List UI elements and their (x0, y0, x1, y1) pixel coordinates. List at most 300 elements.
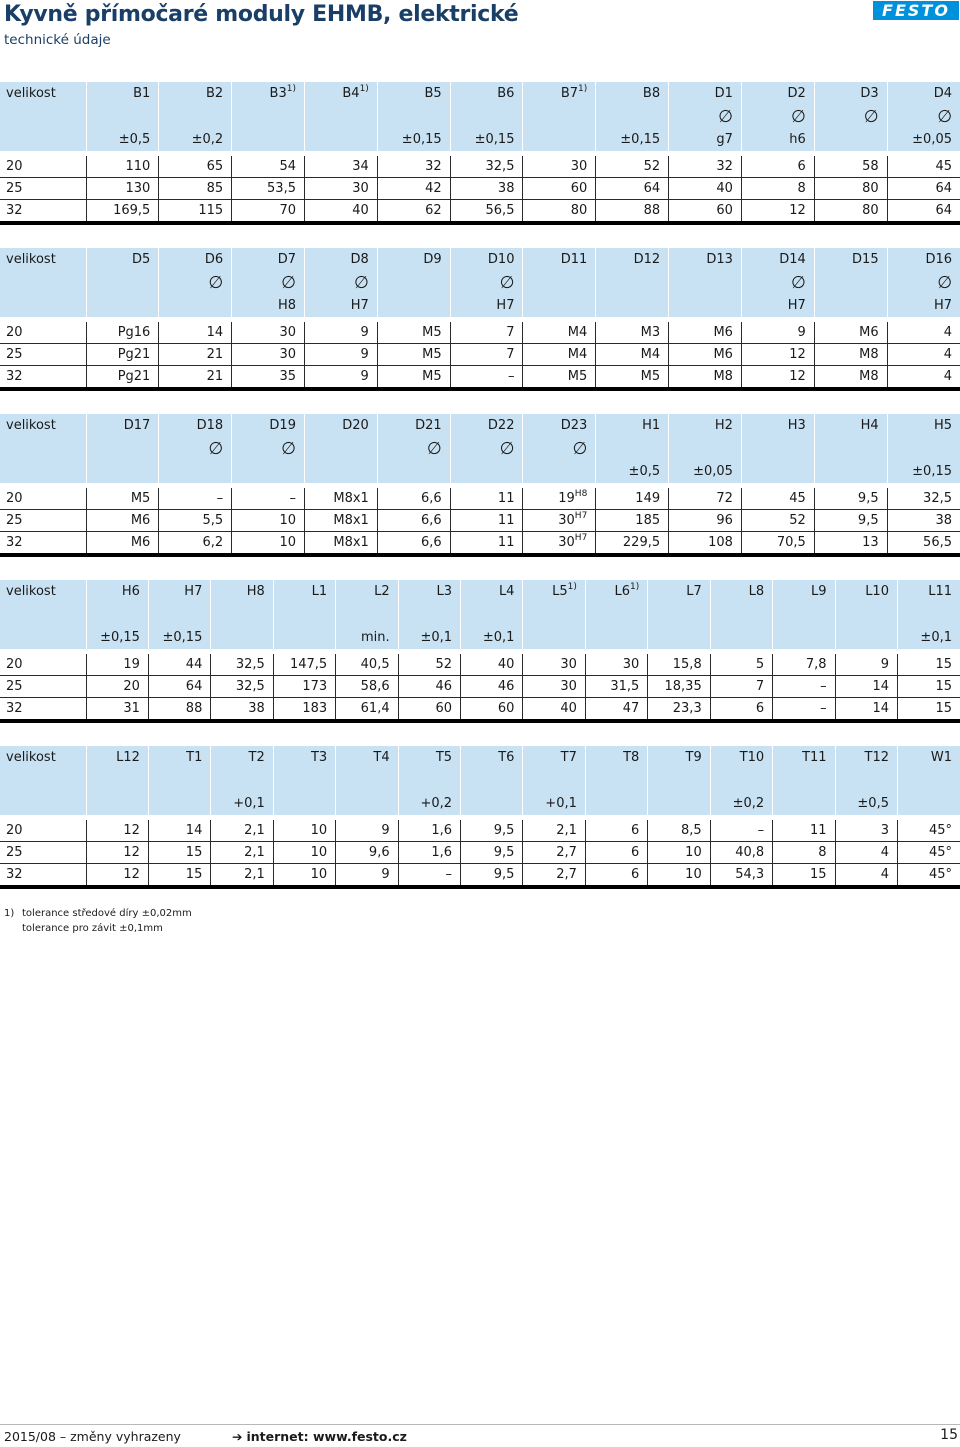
value-cell (596, 344, 669, 366)
diameter-cell (0, 437, 86, 460)
cell-value: 52 (643, 159, 661, 174)
column-header (336, 746, 398, 769)
diameter-cell (232, 105, 305, 128)
cell-value: Pg16 (117, 325, 151, 340)
value-cell (648, 842, 710, 864)
value-cell (887, 366, 960, 390)
tolerance-cell (835, 626, 897, 649)
value-cell (710, 676, 772, 698)
column-header (897, 746, 960, 769)
cell-value: M8 (859, 347, 879, 362)
cell-value: 80 (570, 203, 588, 218)
cell-value: 9,6 (368, 845, 390, 860)
column-header-label: D8 (350, 252, 369, 267)
cell-value: 10 (279, 513, 296, 528)
cell-value: 13 (862, 535, 879, 550)
cell-value: 2,1 (244, 845, 265, 860)
column-header (835, 746, 897, 769)
cell-value: 12 (789, 203, 806, 218)
value-cell (377, 532, 450, 556)
size-cell (0, 676, 86, 698)
table-diameter-row (0, 271, 960, 294)
cell-value: 229,5 (622, 535, 661, 550)
diameter-cell (596, 105, 669, 128)
value-cell (232, 510, 305, 532)
size-cell (0, 322, 86, 344)
cell-value: M5 (567, 369, 588, 384)
diameter-cell (741, 437, 814, 460)
diameter-cell (0, 271, 86, 294)
cell-value: 21 (206, 347, 224, 362)
cell-value: 19 (558, 491, 575, 506)
diameter-cell (159, 271, 232, 294)
value-cell (669, 200, 742, 224)
table-header-row (0, 746, 960, 769)
value-cell (304, 344, 377, 366)
value-cell (523, 864, 585, 888)
value-cell (336, 698, 398, 722)
cell-value: 23,3 (672, 701, 702, 716)
cell-value: 62 (425, 203, 442, 218)
footer-internet[interactable] (232, 1429, 407, 1444)
value-cell (814, 510, 887, 532)
value-cell (86, 820, 148, 842)
value-cell (211, 698, 273, 722)
cell-value: 85 (206, 181, 224, 196)
column-header-label: T10 (739, 750, 765, 765)
cell-value: 30 (622, 657, 640, 672)
footnote-line-1: tolerance středové díry ±0,02mm (22, 908, 192, 919)
cell-value: 20 (6, 657, 23, 672)
column-header (773, 746, 835, 769)
value-cell (398, 654, 460, 676)
cell-value: 149 (635, 491, 661, 506)
column-header-label: D5 (132, 252, 151, 267)
column-header-label: L3 (436, 584, 453, 599)
column-header (0, 82, 86, 105)
value-cell (897, 820, 960, 842)
value-cell (596, 510, 669, 532)
value-cell (159, 344, 232, 366)
size-cell (0, 344, 86, 366)
table-row (0, 156, 960, 178)
column-header (304, 82, 377, 105)
value-cell (835, 842, 897, 864)
column-header (304, 414, 377, 437)
cell-value: 32 (6, 369, 23, 384)
cell-value: 2,7 (556, 845, 577, 860)
cell-value: 45 (935, 159, 952, 174)
table-row (0, 200, 960, 224)
column-header-label: D16 (925, 252, 952, 267)
value-cell (148, 676, 210, 698)
tolerance-cell (523, 460, 596, 483)
table-row (0, 366, 960, 390)
tolerance-cell (273, 792, 335, 815)
cell-value: M5 (130, 491, 151, 506)
diameter-cell (148, 769, 210, 792)
cell-value: 32 (6, 701, 23, 716)
size-cell (0, 842, 86, 864)
value-cell (814, 488, 887, 510)
value-cell (523, 156, 596, 178)
value-cell (398, 820, 460, 842)
cell-value: 6 (755, 701, 765, 716)
cell-value: 32,5 (235, 657, 265, 672)
cell-value: 10 (310, 867, 328, 882)
table-tolerance-row (0, 460, 960, 483)
diameter-icon: ∅ (281, 272, 296, 293)
column-header-label: H4 (860, 418, 879, 433)
value-cell (585, 842, 647, 864)
tolerance-cell: H7 (887, 294, 960, 317)
column-header-label: L10 (865, 584, 889, 599)
value-cell (159, 178, 232, 200)
cell-value: 25 (6, 181, 23, 196)
page-number: 15 (940, 1427, 958, 1443)
footnote-ref: 1) (630, 582, 640, 592)
cell-value: 80 (862, 203, 879, 218)
diameter-cell (377, 271, 450, 294)
diameter-cell (304, 271, 377, 294)
cell-value: 2,1 (244, 867, 265, 882)
cell-value: M8x1 (333, 513, 369, 528)
cell-value: 110 (125, 159, 151, 174)
column-header-label: H6 (121, 584, 140, 599)
value-cell (461, 842, 523, 864)
tolerance-cell (669, 294, 742, 317)
cell-value: 21 (206, 369, 224, 384)
table-header-row (0, 580, 960, 603)
cell-value: 58 (862, 159, 879, 174)
value-cell (377, 488, 450, 510)
column-header-label: L1 (311, 584, 328, 599)
tolerance-cell (232, 460, 305, 483)
column-header-label: D17 (123, 418, 151, 433)
value-cell (304, 488, 377, 510)
value-cell (585, 864, 647, 888)
value-cell (450, 488, 523, 510)
cell-value: 9 (381, 823, 390, 838)
cell-value: 14 (872, 679, 889, 694)
cell-value: M6 (859, 325, 879, 340)
value-cell (377, 510, 450, 532)
value-cell (336, 820, 398, 842)
diameter-cell (450, 105, 523, 128)
column-header-label: L2 (374, 584, 390, 599)
value-cell (887, 510, 960, 532)
tolerance-cell (377, 294, 450, 317)
cell-value: 32 (6, 203, 23, 218)
cell-value: 7 (506, 347, 515, 362)
column-header (710, 746, 772, 769)
cell-value: 88 (185, 701, 203, 716)
diameter-cell (835, 769, 897, 792)
tolerance-cell: ±0,1 (897, 626, 960, 649)
column-header (741, 414, 814, 437)
column-header-label: D18 (196, 418, 224, 433)
value-cell (669, 510, 742, 532)
cell-value: 53,5 (267, 181, 296, 196)
cell-value: 12 (123, 867, 140, 882)
cell-value: 64 (185, 679, 203, 694)
value-cell (669, 366, 742, 390)
diameter-cell (148, 603, 210, 626)
value-cell (232, 200, 305, 224)
value-cell (835, 676, 897, 698)
size-cell (0, 156, 86, 178)
diameter-cell (523, 603, 585, 626)
diameter-cell (523, 105, 596, 128)
cell-value: 15 (185, 845, 203, 860)
diameter-icon: ∅ (499, 438, 515, 459)
tolerance-cell (304, 128, 377, 151)
value-cell (741, 156, 814, 178)
value-cell (897, 842, 960, 864)
cell-value: 56,5 (923, 535, 952, 550)
dimensions-table-h6-l11 (0, 580, 960, 723)
cell-value: 11 (497, 513, 515, 528)
cell-value: 6 (797, 159, 806, 174)
cell-value: 46 (435, 679, 453, 694)
value-cell (648, 820, 710, 842)
column-header-label: D4 (933, 86, 952, 101)
column-header (741, 248, 814, 271)
value-cell (450, 322, 523, 344)
dimensions-table-b-d (0, 82, 960, 225)
value-cell (450, 510, 523, 532)
column-header (398, 580, 460, 603)
size-cell (0, 178, 86, 200)
column-header-label: B8 (642, 86, 661, 101)
column-header (523, 580, 585, 603)
table-diameter-row (0, 769, 960, 792)
cell-value: 14 (185, 823, 203, 838)
value-cell (86, 532, 159, 556)
cell-value: 1,6 (431, 845, 453, 860)
value-cell (86, 156, 159, 178)
cell-value: 12 (789, 347, 806, 362)
cell-value: 20 (6, 491, 23, 506)
column-header (648, 746, 710, 769)
cell-value: 30 (558, 513, 575, 528)
cell-value: 32 (425, 159, 442, 174)
tolerance-cell: ±0,15 (148, 626, 210, 649)
cell-value: 14 (206, 325, 224, 340)
column-header (773, 580, 835, 603)
cell-value: 60 (570, 181, 588, 196)
table-row (0, 842, 960, 864)
column-header (835, 580, 897, 603)
column-header (159, 414, 232, 437)
cell-value: 54,3 (735, 867, 765, 882)
value-cell (710, 864, 772, 888)
column-header (211, 580, 273, 603)
cell-value: Pg21 (117, 347, 151, 362)
value-cell (596, 156, 669, 178)
tolerance-cell: min. (336, 626, 398, 649)
table-row (0, 654, 960, 676)
column-header-label: D1 (714, 86, 733, 101)
diameter-icon: ∅ (790, 106, 806, 127)
value-cell (273, 842, 335, 864)
table-row (0, 698, 960, 722)
column-header (86, 414, 159, 437)
column-header-label: D7 (277, 252, 296, 267)
tolerance-cell (273, 626, 335, 649)
cell-value: 60 (716, 203, 733, 218)
cell-value: 72 (716, 491, 733, 506)
column-header (461, 746, 523, 769)
cell-value: 25 (6, 347, 23, 362)
size-cell (0, 200, 86, 224)
cell-value: – (507, 369, 515, 384)
value-cell (596, 488, 669, 510)
size-cell (0, 488, 86, 510)
column-header (273, 746, 335, 769)
column-header (159, 82, 232, 105)
value-cell (273, 654, 335, 676)
column-header (148, 746, 210, 769)
cell-value: M6 (713, 347, 733, 362)
table-row (0, 532, 960, 556)
column-header-label: D14 (779, 252, 806, 267)
column-header-label: T4 (373, 750, 390, 765)
value-cell (741, 510, 814, 532)
footnote-ref: 1) (359, 84, 369, 94)
column-header-label: velikost (6, 252, 56, 267)
column-header-label: T12 (864, 750, 889, 765)
cell-value: 40 (497, 657, 515, 672)
cell-value: 45 (789, 491, 806, 506)
diameter-cell (741, 105, 814, 128)
column-header-label: H5 (933, 418, 952, 433)
table-row (0, 676, 960, 698)
cell-value: 6 (631, 845, 640, 860)
cell-value: 6 (631, 867, 640, 882)
column-header-label: velikost (6, 750, 56, 765)
table-tolerance-row (0, 792, 960, 815)
tolerance-cell: H7 (450, 294, 523, 317)
value-cell (159, 488, 232, 510)
cell-value: 19 (123, 657, 140, 672)
value-cell (814, 532, 887, 556)
cell-value: 3 (880, 823, 889, 838)
cell-value: M8 (713, 369, 733, 384)
cell-value: M4 (640, 347, 661, 362)
value-cell (523, 676, 585, 698)
tolerance-sup: H7 (574, 533, 588, 543)
value-cell (304, 322, 377, 344)
table-row (0, 178, 960, 200)
cell-value: 60 (435, 701, 453, 716)
value-cell (86, 676, 148, 698)
cell-value: – (820, 701, 827, 716)
column-header-label: L6 (614, 584, 631, 599)
cell-value: 38 (935, 513, 952, 528)
tolerance-cell: +0,2 (398, 792, 460, 815)
cell-value: 32 (6, 867, 23, 882)
diameter-cell (835, 603, 897, 626)
diameter-cell (648, 603, 710, 626)
value-cell (523, 654, 585, 676)
cell-value: 64 (935, 181, 952, 196)
size-cell (0, 654, 86, 676)
column-header (148, 580, 210, 603)
value-cell (211, 654, 273, 676)
column-header (398, 746, 460, 769)
value-cell (669, 488, 742, 510)
diameter-cell (86, 105, 159, 128)
value-cell (523, 366, 596, 390)
value-cell (887, 156, 960, 178)
value-cell (159, 366, 232, 390)
cell-value: 5 (755, 657, 765, 672)
diameter-cell (897, 603, 960, 626)
diameter-cell (596, 437, 669, 460)
cell-value: 20 (6, 325, 23, 340)
tolerance-cell (773, 792, 835, 815)
cell-value: – (216, 491, 224, 506)
value-cell (669, 156, 742, 178)
size-cell (0, 366, 86, 390)
cell-value: 183 (302, 701, 328, 716)
diameter-cell (377, 105, 450, 128)
value-cell (585, 654, 647, 676)
cell-value: 11 (497, 535, 515, 550)
tolerance-sup: H8 (574, 489, 588, 499)
cell-value: 6,2 (202, 535, 224, 550)
cell-value: 25 (6, 845, 23, 860)
column-header-label: D21 (415, 418, 442, 433)
cell-value: 8 (818, 845, 827, 860)
diameter-cell (773, 769, 835, 792)
cell-value: 40 (352, 203, 369, 218)
diameter-cell (887, 105, 960, 128)
tolerance-cell: ±0,2 (710, 792, 772, 815)
footer-link[interactable]: internet: www.festo.cz (246, 1429, 407, 1444)
column-header (523, 746, 585, 769)
column-header-label: H3 (787, 418, 806, 433)
diameter-icon: ∅ (281, 438, 296, 459)
diameter-cell (304, 105, 377, 128)
value-cell (648, 698, 710, 722)
cell-value: 10 (310, 845, 328, 860)
cell-value: 6 (631, 823, 640, 838)
diameter-cell (814, 105, 887, 128)
value-cell (741, 344, 814, 366)
tolerance-cell (0, 626, 86, 649)
cell-value: 6,6 (420, 535, 442, 550)
tolerance-cell: ±0,05 (887, 128, 960, 151)
value-cell (148, 820, 210, 842)
diameter-cell (669, 437, 742, 460)
column-header (887, 82, 960, 105)
cell-value: M5 (422, 369, 442, 384)
cell-value: M4 (567, 325, 588, 340)
tolerance-cell (461, 792, 523, 815)
tolerance-cell (232, 128, 305, 151)
table-row (0, 820, 960, 842)
size-cell (0, 532, 86, 556)
tolerance-cell: g7 (669, 128, 742, 151)
cell-value: 52 (435, 657, 453, 672)
column-header (0, 248, 86, 271)
table-diameter-row (0, 437, 960, 460)
footnote-ref: 1) (286, 84, 296, 94)
cell-value: 34 (352, 159, 369, 174)
cell-value: 9,5 (493, 823, 515, 838)
